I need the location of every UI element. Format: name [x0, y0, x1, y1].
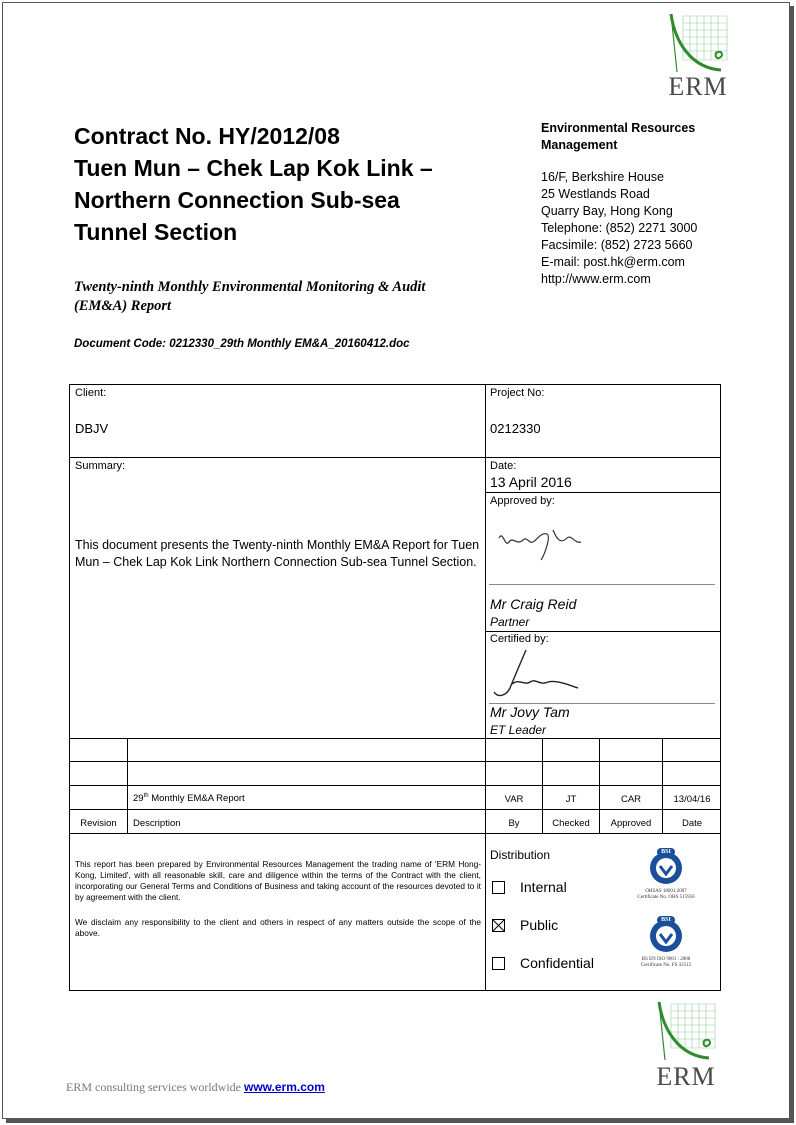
header-description: Description	[133, 818, 181, 829]
table-divider	[485, 384, 486, 738]
header-checked: Checked	[552, 818, 590, 829]
approved-by-label: Approved by:	[490, 495, 555, 507]
table-rule	[69, 738, 721, 739]
table-divider	[127, 738, 128, 833]
header-approved: Approved	[610, 818, 652, 829]
revision-description-text: Monthly EM&A Report	[148, 793, 245, 805]
certified-by-label: Certified by:	[490, 633, 549, 645]
subtitle-line: (EM&A) Report	[74, 298, 172, 314]
erm-logo-bottom	[651, 1000, 721, 1092]
bsi-iso-badge	[630, 914, 702, 969]
erm-logo-text: ERM	[656, 1062, 716, 1091]
date-label: Date:	[490, 460, 517, 472]
table-divider	[485, 738, 486, 991]
company-name-line: Management	[541, 138, 618, 152]
badge-caption: OHSAS 18001:2007	[645, 889, 687, 894]
internal-label: Internal	[520, 879, 567, 895]
title-line: Tuen Mun – Chek Lap Kok Link –	[74, 155, 433, 181]
disclaimer-paragraph: This report has been prepared by Environmental Resources Management the trading name of 'ERM Hong-Kong, Limited', with all reasonable skill, care and diligence within the terms of the Contract with the client, incorporating our General Terms and Conditions of Business and taking account of the resources devoted to it by agreement with the client.	[75, 859, 481, 902]
date-value: 13 April 2016	[490, 474, 572, 490]
internal-checkbox[interactable]	[492, 881, 505, 894]
signature-underline	[489, 584, 715, 585]
subtitle-line: Twenty-ninth Monthly Environmental Monitoring & Audit	[74, 279, 426, 295]
summary-label: Summary:	[75, 460, 126, 472]
footer-link[interactable]: www.erm.com	[243, 1080, 325, 1094]
title-line: Tunnel Section	[74, 219, 238, 245]
report-subtitle	[74, 278, 494, 316]
revision-approved: CAR	[620, 794, 642, 805]
public-label: Public	[520, 917, 559, 933]
table-rule	[69, 457, 721, 458]
certifier-role: ET Leader	[490, 723, 547, 737]
certifier-name: Mr Jovy Tam	[490, 704, 570, 720]
website-line: http://www.erm.com	[541, 272, 651, 286]
client-label: Client:	[75, 387, 107, 399]
project-value: 0212330	[490, 421, 541, 436]
page-footer	[66, 1080, 325, 1095]
bsi-badge-mark: BSI	[661, 917, 671, 923]
disclaimer-paragraph: We disclaim any responsibility to the client and others in respect of any matters outside the scope of the above.	[75, 917, 481, 938]
erm-logo-top	[663, 12, 733, 102]
document-code: Document Code: 0212330_29th Monthly EM&A_20160412.doc	[74, 338, 410, 350]
table-rule	[485, 631, 721, 632]
address-line: 16/F, Berkshire House	[541, 170, 664, 184]
confidential-label: Confidential	[520, 955, 594, 971]
table-rule	[69, 809, 721, 810]
footer-text: ERM consulting services worldwide	[66, 1080, 244, 1094]
revision-description-number: 29	[133, 793, 144, 805]
company-name-line: Environmental Resources	[541, 121, 696, 135]
approver-signature	[495, 520, 595, 570]
header-by: By	[508, 818, 520, 829]
erm-leaf-icon	[665, 12, 731, 74]
erm-logo-text: ERM	[668, 72, 728, 101]
public-checkbox[interactable]	[492, 919, 505, 932]
table-rule	[485, 492, 721, 493]
badge-caption: Certificate No. FS 32515	[640, 963, 692, 968]
header-date: Date	[681, 818, 703, 829]
table-rule	[69, 761, 721, 762]
revision-description	[133, 793, 245, 804]
company-name	[541, 120, 761, 154]
address-line: Quarry Bay, Hong Kong	[541, 204, 673, 218]
revision-checked: JT	[565, 794, 577, 805]
certifier-signature	[490, 648, 590, 703]
facsimile-line: Facsimile: (852) 2723 5660	[541, 238, 693, 252]
erm-leaf-icon	[653, 1000, 719, 1062]
email-line: E-mail: post.hk@erm.com	[541, 255, 685, 269]
revision-date: 13/04/16	[673, 794, 711, 805]
header-revision: Revision	[80, 818, 117, 829]
client-value: DBJV	[75, 421, 109, 436]
confidential-checkbox[interactable]	[492, 957, 505, 970]
table-rule	[69, 785, 721, 786]
badge-caption: Certificate No. OHS 515956	[637, 895, 695, 900]
summary-text: This document presents the Twenty-ninth Monthly EM&A Report for Tuen Mun – Chek Lap Kok Link Northern Connection Sub-sea Tunnel Section.	[75, 538, 480, 569]
telephone-line: Telephone: (852) 2271 3000	[541, 221, 698, 235]
approver-role: Partner	[490, 615, 530, 629]
badge-caption: BS EN ISO 9001 : 2008	[641, 957, 691, 962]
address-line: 25 Westlands Road	[541, 187, 650, 201]
checked-x-icon	[493, 920, 504, 931]
distribution-title: Distribution	[490, 848, 551, 862]
bsi-ohsas-badge	[630, 846, 702, 901]
title-line: Contract No. HY/2012/08	[74, 123, 340, 149]
title-line: Northern Connection Sub-sea	[74, 187, 400, 213]
bsi-badge-mark: BSI	[661, 849, 671, 855]
revision-by: VAR	[504, 794, 524, 805]
approver-name: Mr Craig Reid	[490, 596, 577, 612]
project-label: Project No:	[490, 387, 545, 399]
contract-title	[74, 120, 494, 248]
company-address	[541, 120, 761, 288]
revision-description-suffix: th	[143, 793, 149, 799]
table-rule	[69, 833, 721, 834]
